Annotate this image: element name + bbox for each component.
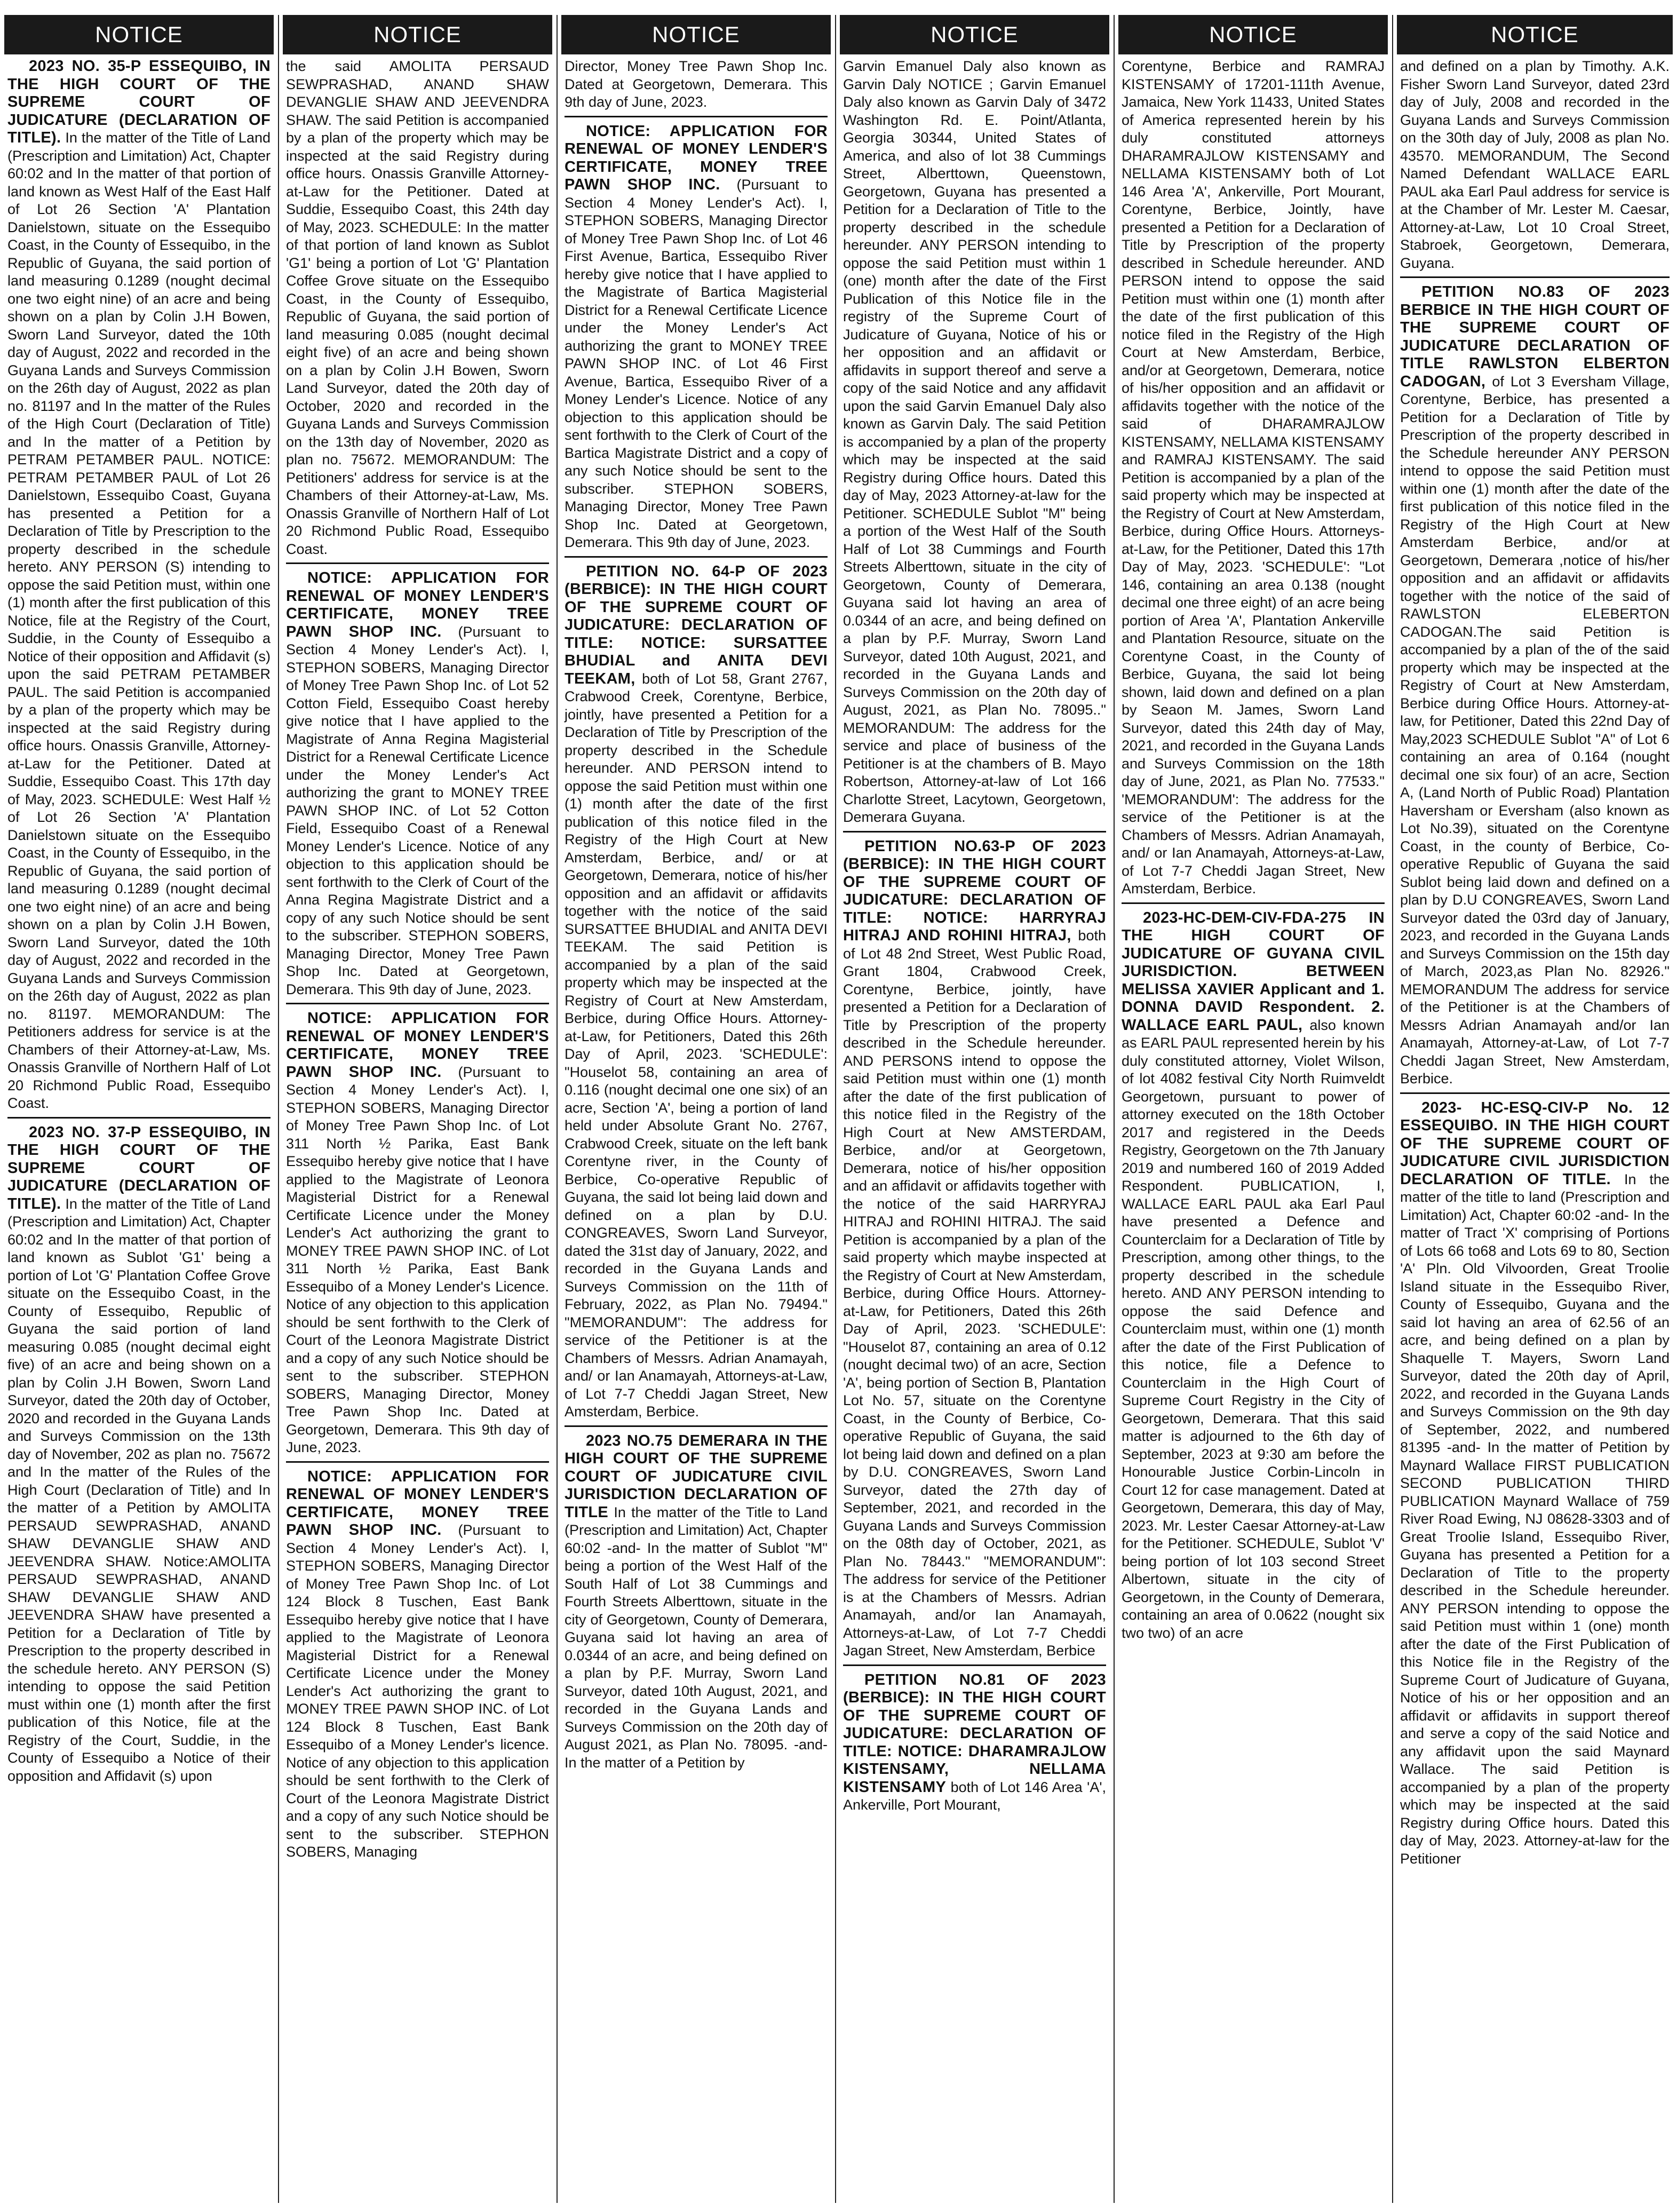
column-body	[561, 54, 831, 1776]
notice-35-p-essequibo	[7, 58, 271, 1119]
notice-continuation	[1400, 58, 1670, 278]
notice-body: (Pursuant to Section 4 Money Lender's Act). I, STEPHON SOBERS, Managing Director of Money Tree Pawn Shop Inc. of Lot 52 Cotton Field, Essequibo Coast hereby give notice that I have applied to the Magistrate of Anna Regina Magisterial District for a Renewal Certificate Licence under the Money Lender's Act authorizing the grant to MONEY TREE PAWN SHOP INC. of Lot 52 Cotton Field, Essequibo Coast of a Renewal Money Lender's Licence. Notice of any objection to this application should be sent forthwith to the Clerk of Court of the Anna Regina Magistrate District and a copy of any such Notice should be sent to the subscriber. STEPHON SOBERS, Managing Director, Money Tree Pawn Shop Inc. Dated at Georgetown, Demerara. This 9th day of June, 2023.	[286, 623, 550, 997]
notice-petition-64-p	[565, 563, 828, 1427]
notice-heading: 2023 NO. 37-P ESSEQUIBO, IN THE HIGH COURT OF THE SUPREME COURT OF JUDICATURE (DECLARATION OF TITLE).	[7, 1123, 271, 1212]
column-header: NOTICE	[840, 15, 1109, 54]
notice-petition-83	[1400, 283, 1670, 1094]
notice-heading: 2023- HC-ESQ-CIV-P No. 12 ESSEQUIBO. IN THE HIGH COURT OF THE SUPREME COURT OF JUDICATURE CIVIL JURISDICTION DECLARATION OF TITLE.	[1400, 1099, 1670, 1188]
notice-body: also known as EARL PAUL represented herein by his duly constituted attorney, Violet Wilson, of lot 4082 festival City North Ruimveldt Georgetown, pursuant to power of attorney executed on the 18th October 2017 and registered in the Deeds Registry, Georgetown on the 7th January 2019 and numbered 160 of 2019 Added Respondent. PUBLICATION, I, WALLACE EARL PAUL aka Earl Paul have presented a Defence and Counterclaim for a Declaration of Title by Prescription, among other things, to the property described in the schedule hereto. AND ANY PERSON intending to oppose the said Defence and Counterclaim must, within one (1) month after the date of the First Publication of this notice, file a Defence to Counterclaim in the High Court of Supreme Court Registry in the City of Georgetown, Demerara. That this said matter is adjourned to the 6th day of September, 2023 at 9:30 am before the Honourable Justice Corbin-Lincoln in Court 12 for case management. Dated at Georgetown, Demerara, this day of May, 2023. Mr. Lester Caesar Attorney-at-Law for the Petitioner. SCHEDULE, Sublot 'V' being portion of lot 103 second Street Albertown, situate in the city of Georgetown, in the County of Demerara, containing an area of 0.0622 (nought six two two) of an acre	[1122, 1017, 1385, 1641]
notice-body: both of Lot 146 Area 'A', Ankerville, Port Mourant,	[843, 1779, 1106, 1813]
notice-37-p-essequibo	[7, 1124, 271, 1790]
notice-heading: NOTICE: APPLICATION FOR RENEWAL OF MONEY LENDER'S CERTIFICATE, MONEY TREE PAWN SHOP INC.	[565, 122, 828, 193]
notice-body: In the matter of the Title of Land (Prescription and Limitation) Act, Chapter 60:02 and In the matter of that portion of land known as Sublot 'G1' being a portion of Lot 'G' Plantation Coffee Grove situate on the Essequibo Coast, in the County of Essequibo, Republic of Guyana the said portion of land measuring 0.085 (nought decimal eight five) of an acre and being shown on a plan by Colin J.H Bowen, Sworn Land Surveyor, dated the 20th day of October, 2020 and recorded in the Guyana Lands and Surveys Commission on the 13th day of November, 202 as plan no. 75672 and In the matter of the Rules of the High Court (Declaration of Title) and In the matter of a Petition by AMOLITA PERSAUD SEWPRASHAD, ANAND SHAW DEVANGLIE SHAW AND JEEVENDRA SHAW. Notice:AMOLITA PERSAUD SEWPRASHAD, ANAND SHAW DEVANGLIE SHAW AND JEEVENDRA SHAW have presented a Petition for a Declaration of Title by Prescription to the property described in the schedule hereto. ANY PERSON (S) intending to oppose the said Petition must within one (1) month after the first publication of this Notice, file at the Registry of the Court, Suddie, in the County of Essequibo a Notice of their opposition and Affidavit (s) upon	[7, 1195, 271, 1784]
notice-column-5	[1118, 15, 1388, 2203]
notice-heading: PETITION NO. 64-P OF 2023 (BERBICE): IN THE HIGH COURT OF THE SUPREME COURT OF JUDICATURE: DECLARATION OF TITLE: NOTICE: SURSATTEE BHUDIAL and ANITA DEVI TEEKAM,	[565, 562, 828, 687]
notice-heading: NOTICE: APPLICATION FOR RENEWAL OF MONEY LENDER'S CERTIFICATE, MONEY TREE PAWN SHOP INC.	[286, 569, 549, 640]
notice-heading: 2023 NO.75 DEMERARA IN THE HIGH COURT OF THE SUPREME COURT OF JUDICATURE CIVIL JURISDICTION DECLARATION OF TITLE	[565, 1432, 828, 1521]
column-divider	[835, 15, 836, 2203]
notice-body: (Pursuant to Section 4 Money Lender's Act). I, STEPHON SOBERS, Managing Director of Money Tree Pawn Shop Inc. of Lot 311 North ½ Parika, East Bank Essequibo hereby give notice that I have applied to the Magistrate of Leonora Magisterial District for a Renewal Certificate Licence under the Money Lender's Act authorizing the grant to MONEY TREE PAWN SHOP INC. of Lot 311 North ½ Parika, East Bank Essequibo of a Money Lender's Licence. Notice of any objection to this application should be sent forthwith to the Clerk of Court of the Leonora Magistrate District and a copy of any such Notice should be sent to the subscriber. STEPHON SOBERS, Managing Director, Money Tree Pawn Shop Inc. Dated at Georgetown, Demerara. This 9th day of June, 2023.	[286, 1064, 550, 1455]
notice-body: (Pursuant to Section 4 Money Lender's Act). I, STEPHON SOBERS, Managing Director of Money Tree Pawn Shop Inc. of Lot 124 Block 8 Tuschen, East Bank Essequibo hereby give notice that I have applied to the Magistrate of Leonora Magisterial District for a Renewal Certificate Licence under the Money Lender's Act authorizing the grant to MONEY TREE PAWN SHOP INC. of Lot 124 Block 8 Tuschen, East Bank Essequibo of a Money Lender's licence. Notice of any objection to this application should be sent forthwith to the Clerk of Court of the Leonora Magistrate District and a copy of any such Notice should be sent to the subscriber. STEPHON SOBERS, Managing	[286, 1522, 550, 1860]
notice-column-6	[1397, 15, 1673, 2203]
notice-body: both of Lot 48 2nd Street, West Public Road, Grant 1804, Crabwood Creek, Corentyne, Berbice, jointly, have presented a Petition for a Declaration of Title by Prescription of the property described in the Schedule hereunder. AND PERSONS intend to oppose the said Petition must within one (1) month after the date of the first publication of this notice filed in the Registry of the High Court at New AMSTERDAM, Berbice, and/or at Georgetown, Demerara, notice of his/her opposition and an affidavit or affidavits together with the notice of the said HARRYRAJ HITRAJ and ROHINI HITRAJ. The said Petition is accompanied by a plan of the said property which maybe inspected at the Registry of Court at New Amsterdam, Berbice, during Office Hours. Attorney-at-Law, for Petitioners, Dated this 26th Day of April, 2023. 'SCHEDULE': "Houselot 87, containing an area of 0.12 (nought decimal two) of an acre, Section 'A', being portion of Section B, Plantation Lot No. 57, situate on the Corentyne Coast, in the County of Berbice, Co-operative Republic of Guyana, the said lot being laid down and defined on a plan by D.U. CONGREAVES, Sworn Land Surveyor, dated the 27th day of September, 2021, and recorded in the Guyana Lands and Surveys Commission on the 08th day of October, 2021, as Plan No. 78443." "MEMORANDUM": The address for service of the Petitioner is at the Chambers of Messrs. Adrian Anamayah, and/or Ian Anamayah, Attorneys-at-Law, of Lot 7-7 Cheddi Jagan Street, New Amsterdam, Berbice	[843, 927, 1106, 1659]
notice-money-lender-anna-regina	[286, 569, 549, 1004]
column-header: NOTICE	[1397, 15, 1673, 54]
notice-continuation	[843, 58, 1106, 833]
column-body	[4, 54, 274, 1789]
notice-column-1	[4, 15, 274, 2203]
notice-body: In the matter of the Title to Land (Prescription and Limitation) Act, Chapter 60:02 -and- In the matter of Sublot "M" being a portion of the West Half of the South Half of Lot 38 Cummings and Fourth Streets Alberttown, situate in the city of Georgetown, County of Demerara, Guyana said lot having an area of 0.0344 of an acre, and being defined on a plan by P.F. Murray, Sworn Land Surveyor, dated 10th August, 2021, and recorded in the Guyana Lands and Surveys Commission on the 20th day of August 2021, as Plan No. 78095. -and- In the matter of a Petition by	[565, 1504, 828, 1771]
notice-heading: NOTICE: APPLICATION FOR RENEWAL OF MONEY LENDER'S CERTIFICATE, MONEY TREE PAWN SHOP INC.	[286, 1010, 549, 1081]
column-body	[1397, 54, 1673, 1872]
column-header: NOTICE	[561, 15, 831, 54]
notice-2023-no-75-demerara	[565, 1432, 828, 1777]
notice-heading: 2023 NO. 35-P ESSEQUIBO, IN THE HIGH COURT OF THE SUPREME COURT OF JUDICATURE (DECLARATION OF TITLE).	[7, 58, 271, 146]
notice-body: In the matter of the Title of Land (Prescription and Limitation) Act, Chapter 60:02 and In the matter of that portion of land known as West Half of the East Half of Lot 26 Section 'A' Plantation Danielstown, situate on the Essequibo Coast, in the County of Essequibo, in the Republic of Guyana, the said portion of land measuring 0.1289 (nought decimal one two eight nine) of an acre and being shown on a plan by Colin J.H Bowen, Sworn Land Surveyor, dated the 10th day of August, 2022 and recorded in the Guyana Lands and Surveys Commission on the 26th day of August, 2022 as plan no. 81197 and In the matter of the Rules of the High Court (Declaration of Title) and In the matter of a Petition by PETRAM PETAMBER PAUL. NOTICE: PETRAM PETAMBER PAUL of Lot 26 Danielstown, Essequibo Coast, Guyana has presented a Petition for a Declaration of Title by Prescription to the property described in the schedule hereto. ANY PERSON (S) intending to oppose the said Petition must, within one (1) month after the first publication of this Notice, file at the Registry of the Court, Suddie, in the County of Essequibo a Notice of their opposition and Affidavit (s) upon the said PETRAM PETAMBER PAUL. The said Petition is accompanied by a plan of the property which may be inspected at the said Registry during office hours. Onassis Granville, Attorney-at-Law for the Petitioner. Dated at Suddie, Essequibo Coast. This 17th day of May, 2023. SCHEDULE: West Half ½ of Lot 26 Section 'A' Plantation Danielstown situate on the Essequibo Coast, in the County of Essequibo, in the Republic of Guyana, the said portion of land measuring 0.1289 (nought decimal one two eight nine) of an acre and being shown on a plan by Colin J.H Bowen, Sworn Land Surveyor, dated the 10th day of August, 2022 and recorded in the Guyana Lands and Surveys Commission on the 26th day of August, 2022 as plan no. 81197. MEMORANDUM: The Petitioners address for service is at the Chambers of their Attorney-at-Law, Ms. Onassis Granville of Northern Half of Lot 20 Richmond Public Road, Essequibo Coast.	[7, 130, 271, 1111]
notice-body: Garvin Emanuel Daly also known as Garvin Daly NOTICE ; Garvin Emanuel Daly also known as Garvin Daly of 3472 Washington Rd. E. Point/Atlanta, Georgia 30344, United States of America, and also of lot 38 Cummings Street, Alberttown, Queenstown, Georgetown, Guyana has presented a Petition for a Declaration of Title to the property described in the schedule hereunder. ANY PERSON intending to oppose the said Petition must within 1 (one) month after the date of the First Publication of this Notice file in the registry of the Supreme Court of Judicature of Guyana, Notice of his or her opposition and an affidavit or affidavits in support thereof and serve a copy of the said Notice and any affidavit upon the said Garvin Emanuel Daly also known as Garvin Daly. The said Petition is accompanied by a plan of the property which may be inspected at the said Registry during Office hours. Dated this day of May, 2023 Attorney-at-law for the Petitioner. SCHEDULE Sublot "M" being a portion of the West Half of the South Half of Lot 38 Cummings and Fourth Streets Alberttown, situate in the city of Georgetown, County of Demerara, Guyana said lot having an area of 0.0344 of an acre, and being defined on a plan by P.F. Murray, Sworn Land Surveyor, dated 10th August, 2021, and recorded in the Guyana Lands and Surveys Commission on the 20th day of August, 2021, as Plan No. 78095.." MEMORANDUM: The address for the service and place of business of the Petitioner is at the chambers of B. Mayo Robertson, Attorney-at-law of Lot 166 Charlotte Street, Lacytown, Georgetown, Demerara Guyana.	[843, 58, 1106, 825]
column-header: NOTICE	[283, 15, 552, 54]
notice-heading: PETITION NO.81 OF 2023 (BERBICE): IN THE HIGH COURT OF THE SUPREME COURT OF JUDICATURE: DECLARATION OF TITLE: NOTICE: DHARAMRAJLOW KISTENSAMY, NELLAMA KISTENSAMY	[843, 1671, 1106, 1796]
notice-money-lender-bartica	[565, 123, 828, 558]
notice-body: Corentyne, Berbice and RAMRAJ KISTENSAMY of 17201-111th Avenue, Jamaica, New York 11433, United States of America represented herein by his duly constituted attorneys DHARAMRAJLOW KISTENSAMY and NELLAMA KISTENSAMY both of Lot 146 Area 'A', Ankerville, Port Mourant, Corentyne, Berbice, Jointly, have presented a Petition for a Declaration of Title by Prescription of the property described in Schedule hereunder. AND PERSON intend to oppose the said Petition must within one (1) month after the date of the first publication of this notice filed in the Registry of the High Court at New Amsterdam, Berbice, and/or at Georgetown, Demerara, notice of his/her opposition and an affidavit or affidavits together with the notice of the said of DHARAMRAJLOW KISTENSAMY, NELLAMA KISTENSAMY and RAMRAJ KISTENSAMY. The said Petition is accompanied by a plan of the said property which may be inspected at the Registry of Court at New Amsterdam, Berbice, during Office Hours. Attorneys-at-Law, for the Petitioner, Dated this 17th Day of May, 2023. 'SCHEDULE': "Lot 146, containing an area 0.138 (nought decimal one three eight) of an acre being portion of Area 'A', Plantation Ankerville and Plantation Resource, situate on the Corentyne Coast, in the County of Berbice, Guyana, the said lot being shown, laid down and defined on a plan by Seaon M. James, Sworn Land Surveyor, dated this 24th day of May, 2021, and recorded in the Guyana Lands and Surveys Commission on the 18th day of June, 2021, as Plan No. 77533." 'MEMORANDUM': The address for the service of the Petitioner is at the Chambers of Messrs. Adrian Anamayah, and/ or Ian Anamayah, Attorneys-at-Law, of Lot 7-7 Cheddi Jagan Street, New Amsterdam, Berbice.	[1122, 58, 1385, 897]
notice-esq-civ-p-12	[1400, 1099, 1670, 1873]
notice-heading: 2023-HC-DEM-CIV-FDA-275 IN THE HIGH COURT OF JUDICATURE OF GUYANA CIVIL JURISDICTION. BETWEEN MELISSA XAVIER Applicant and 1. DONNA DAVID Respondent. 2. WALLACE EARL PAUL,	[1122, 909, 1385, 1034]
notice-continuation	[565, 58, 828, 117]
notice-continuation	[1122, 58, 1385, 904]
notice-continuation	[286, 58, 549, 564]
column-body	[1118, 54, 1388, 1646]
column-header: NOTICE	[1118, 15, 1388, 54]
notice-fda-275	[1122, 909, 1385, 1647]
column-body	[283, 54, 552, 1866]
notice-money-lender-tuschen	[286, 1468, 549, 1866]
notice-heading: NOTICE: APPLICATION FOR RENEWAL OF MONEY LENDER'S CERTIFICATE, MONEY TREE PAWN SHOP INC.	[286, 1468, 549, 1539]
column-divider	[1392, 15, 1393, 2203]
notice-body: Director, Money Tree Pawn Shop Inc. Dated at Georgetown, Demerara. This 9th day of June, 2023.	[565, 58, 828, 110]
notice-body: In the matter of the title to land (Prescription and Limitation) Act, Chapter 60:02 -and- In the matter of Tract 'X' comprising of Portions of Lots 66 to68 and Lots 69 to 80, Section 'A' Pln. Old Vilvoorden, Great Troolie Island situate in the Essequibo River, County of Essequibo, Guyana and the said lot having an area of 62.56 of an acre, and being defined on a plan by Shaquelle T. Mayers, Sworn Land Surveyor, dated the 20th day of April, 2022, and recorded in the Guyana Lands and Surveys Commission on the 9th day of September, 2022, and numbered 81395 -and- In the matter of Petition by Maynard Wallace FIRST PUBLICATION SECOND PUBLICATION THIRD PUBLICATION Maynard Wallace of 759 River Road Ewing, NJ 08628-3303 and of Great Troolie Island, Essequibo River, Guyana has presented a Petition for a Declaration of Title to the property described in the Schedule hereunder. ANY PERSON intending to oppose the said Petition must within 1 (one) month after the date of the First Publication of this Notice file in the Registry of the Supreme Court of Judicature of Guyana, Notice of his or her opposition and an affidavit or affidavits in support thereof and serve a copy of the said Notice and any affidavit upon the said Maynard Wallace. The said Petition is accompanied by a plan of the property which may be inspected at the said Registry during Office hours. Dated this day of May, 2023. Attorney-at-law for the Petitioner	[1400, 1171, 1670, 1867]
notice-column-2	[283, 15, 552, 2203]
notice-body: (Pursuant to Section 4 Money Lender's Act). I, STEPHON SOBERS, Managing Director of Money Tree Pawn Shop Inc. of Lot 46 First Avenue, Bartica, Essequibo River hereby give notice that I have applied to the Magistrate of Bartica Magisterial District for a Renewal Certificate Licence under the Money Lender's Act authorizing the grant to MONEY TREE PAWN SHOP INC. of Lot 46 First Avenue, Bartica, Essequibo River of a Money Lender's Licence. Notice of any objection to this application should be sent forthwith to the Clerk of Court of the Bartica Magistrate District and a copy of any such Notice should be sent to the subscriber. STEPHON SOBERS, Managing Director, Money Tree Pawn Shop Inc. Dated at Georgetown, Demerara. This 9th day of June, 2023.	[565, 177, 828, 550]
notice-heading: PETITION NO.83 OF 2023 BERBICE IN THE HIGH COURT OF THE SUPREME COURT OF JUDICATURE DECLARATION OF TITLE RAWLSTON ELBERTON CADOGAN,	[1400, 283, 1670, 390]
notice-column-3	[561, 15, 831, 2203]
notice-body: of Lot 3 Eversham Village, Corentyne, Berbice, has presented a Petition for a Declaration of Title by Prescription of the property described in the Schedule hereunder ANY PERSON intend to oppose the said Petition must within one (1) month after the date of the first publication of this notice filed in the Registry of the High Court at New Amsterdam Berbice, and/or at Georgetown, Demerara ,notice of his/her opposition and an affidavit or affidavits together with the notice of the said of RAWLSTON ELEBERTON CADOGAN.The said Petition is accompanied by a plan of the of the said property which may be inspected at the Registry of Court at New Amsterdam, Berbice during Office Hours. Attorney-at-law, for Petitioner, Dated this 22nd Day of May,2023 SCHEDULE Sublot "A" of Lot 6 containing an area of 0.164 (nought decimal one six four) of an acre, Section A, (Land North of Public Road) Plantation Haversham or Eversham (also known as Lot No.39), situated on the Corentyne Coast, in the county of Berbice, Co-operative Republic of Guyana the said Sublot being laid down and defined on a plan by D.U CONGREAVES, Sworn Land Surveyor dated the 03rd day of January, 2023, and recorded in the Guyana Lands and Surveys Commission on the 15th day of March, 2023,as Plan No. 82926." MEMORANDUM The address for service of the Petitioner is at the Chambers of Messrs Adrian Anamayah and/or Ian Anamayah, Attorney-at-Law, of Lot 7-7 Cheddi Jagan Street, New Amsterdam, Berbice.	[1400, 373, 1670, 1087]
column-divider	[557, 15, 558, 2203]
column-divider	[1114, 15, 1115, 2203]
notice-heading: PETITION NO.63-P OF 2023 (BERBICE): IN THE HIGH COURT OF THE SUPREME COURT OF JUDICATURE: DECLARATION OF TITLE: NOTICE: HARRYRAJ HITRAJ AND ROHINI HITRAJ,	[843, 837, 1106, 944]
notice-body: and defined on a plan by Timothy. A.K. Fisher Sworn Land Surveyor, dated 23rd day of July, 2008 and recorded in the Guyana Lands and Surveys Commission on the 30th day of July, 2008 as plan No. 43570. MEMORANDUM, The Second Named Defendant WALLACE EARL PAUL aka Earl Paul address for service is at the Chamber of Mr. Lester M. Caesar, Attorney-at-Law, Lot 10 Croal Street, Stabroek, Georgetown, Demerara, Guyana.	[1400, 58, 1670, 271]
notice-petition-63-p	[843, 838, 1106, 1666]
notice-money-lender-parika	[286, 1010, 549, 1463]
notice-body: both of Lot 58, Grant 2767, Crabwood Creek, Corentyne, Berbice, jointly, have presented a Petition for a Declaration of Title by Prescription of the property described in the Schedule hereunder. AND PERSON intend to oppose the said Petition must within one (1) month after the date of the first publication of this notice filed in the Registry of the High Court at New Amsterdam, Berbice, and/ or at Georgetown, Demerara, notice of his/her opposition and an affidavit or affidavits together with the notice of the said SURSATTEE BHUDIAL and ANITA DEVI TEEKAM. The said Petition is accompanied by a plan of the said property which may be inspected at the Registry of Court at New Amsterdam, Berbice, during Office Hours. Attorney-at-Law, for Petitioners, Dated this 26th Day of April, 2023. 'SCHEDULE': "Houselot 58, containing an area of 0.116 (nought decimal one one six) of an acre, Section 'A', being a portion of land held under Absolute Grant No. 2767, Crabwood Creek, situate on the left bank Corentyne river, in the County of Berbice, Co-operative Republic of Guyana, the said lot being laid down and defined on a plan by D.U. CONGREAVES, Sworn Land Surveyor, dated the 31st day of January, 2022, and recorded in the Guyana Lands and Surveys Commission on the 11th of February, 2022, as Plan No. 79494." "MEMORANDUM": The address for service of the Petitioner is at the Chambers of Messrs. Adrian Anamayah, and/ or Ian Anamayah, Attorneys-at-Law, of Lot 7-7 Cheddi Jagan Street, New Amsterdam, Berbice.	[565, 670, 828, 1420]
notice-petition-81	[843, 1671, 1106, 1819]
column-body	[840, 54, 1109, 1819]
notice-body: the said AMOLITA PERSAUD SEWPRASHAD, ANAND SHAW DEVANGLIE SHAW AND JEEVENDRA SHAW. The said Petition is accompanied by a plan of the property which may be inspected at the said Registry during office hours. Onassis Granville Attorney-at-Law for the Petitioner. Dated at Suddie, Essequibo Coast, this 24th day of May, 2023. SCHEDULE: In the matter of that portion of land known as Sublot 'G1' being a portion of Lot 'G' Plantation Coffee Grove situate on the Essequibo Coast, in the County of Essequibo, Republic of Guyana, the said portion of land measuring 0.085 (nought decimal eight five) of an acre and being shown on a plan by Colin J.H Bowen, Sworn Land Surveyor, dated the 20th day of October, 2020 and recorded in the Guyana Lands and Surveys Commission on the 13th day of November, 2020 as plan no. 75672. MEMORANDUM: The Petitioners' address for service is at the Chambers of their Attorney-at-Law, Ms. Onassis Granville of Northern Half of Lot 20 Richmond Public Road, Essequibo Coast.	[286, 58, 549, 557]
notice-column-4	[840, 15, 1109, 2203]
column-header: NOTICE	[4, 15, 274, 54]
column-divider	[278, 15, 279, 2203]
